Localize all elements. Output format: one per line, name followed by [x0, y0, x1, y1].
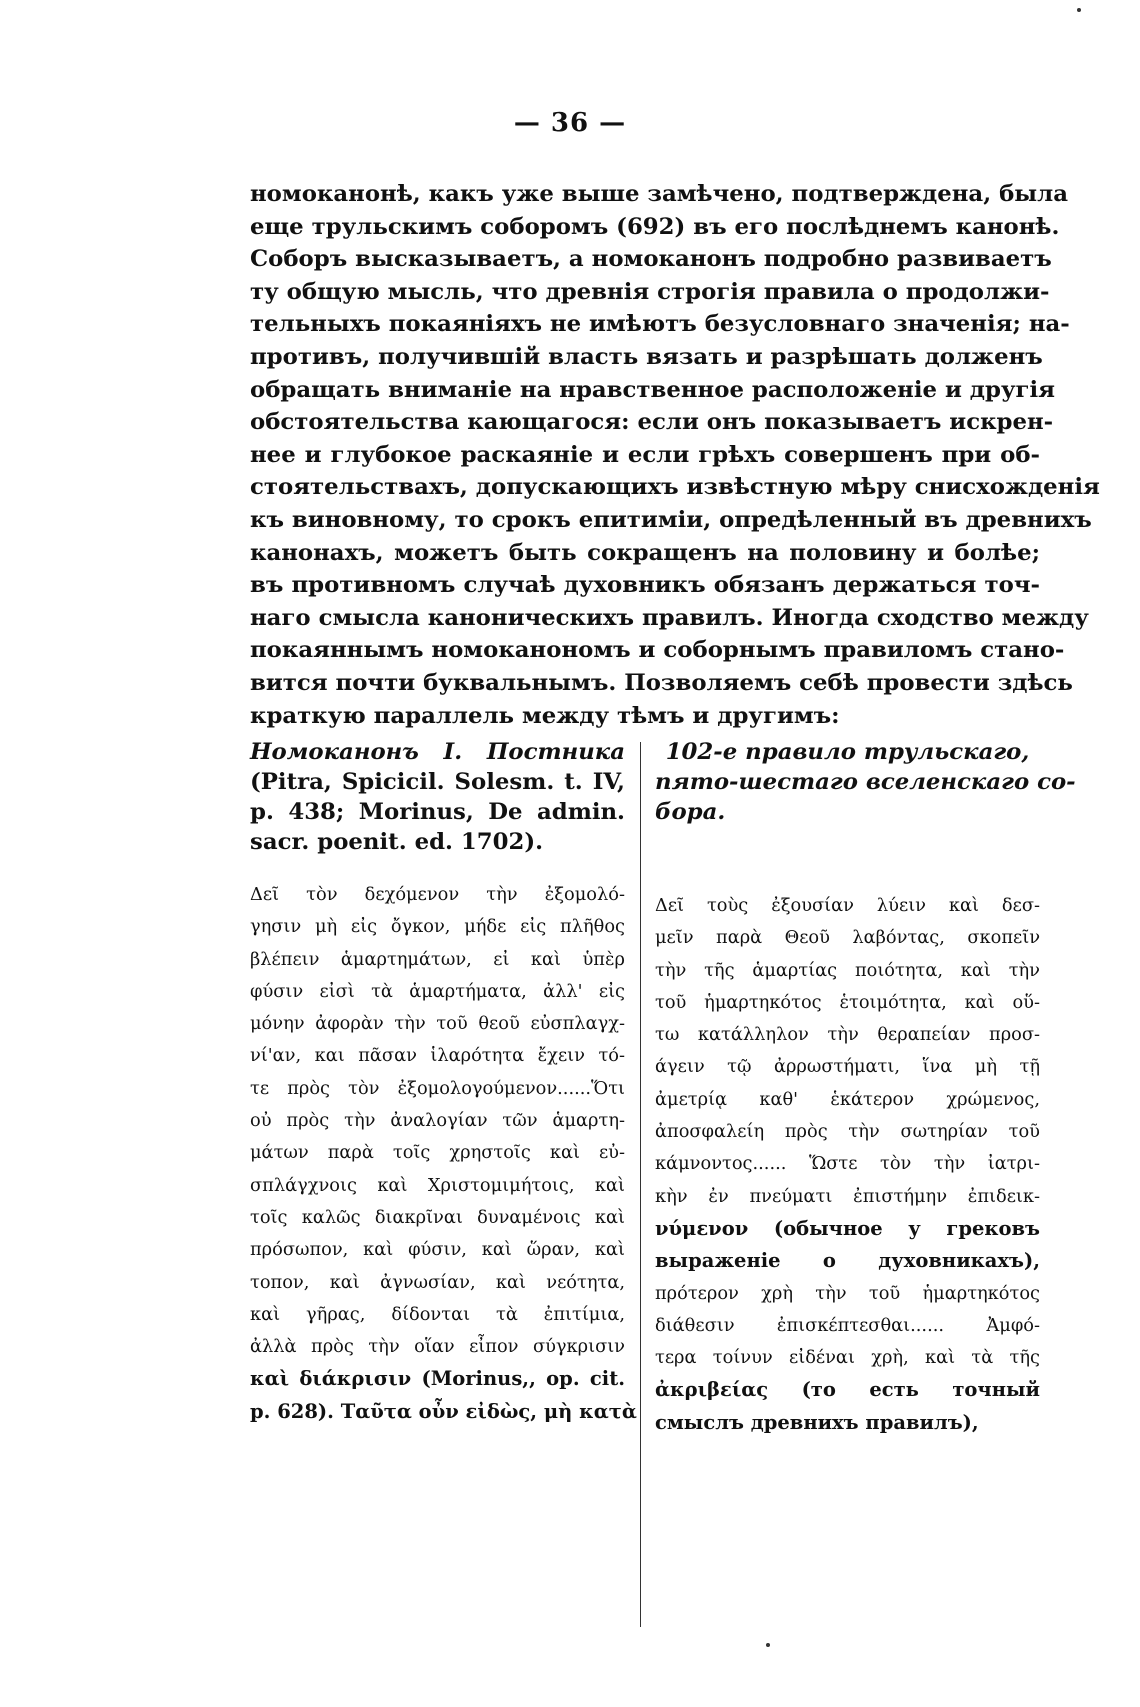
heading-line: бора. [655, 799, 726, 825]
heading-line: Номоканонъ I. Постника [250, 739, 625, 765]
greek-line: πρόσωπον, καὶ φύσιν, καὶ ὥραν, καὶ [250, 1239, 625, 1261]
paragraph-line: нее и глубокое раскаяніе и если грѣхъ совершенъ при об- [250, 441, 1040, 468]
greek-line: τε πρὸς τὸν ἐξομολογούμενον......Ὅτι [250, 1077, 625, 1099]
greek-line: μόνην ἀφορὰν τὴν τοῦ θεοῦ εὐσπλαγχ- [250, 1013, 625, 1035]
greek-line: Δεῖ τοὺς ἐξουσίαν λύειν καὶ δεσ- [655, 895, 1040, 916]
paragraph-line: покаяннымъ номоканономъ и соборнымъ правиломъ стано- [250, 637, 1065, 664]
heading-line: (Pitra, Spicicil. Solesm. t. IV, [250, 769, 625, 795]
page-number: — 36 — [513, 108, 627, 138]
paragraph-line: тельныхъ покаяніяхъ не имѣютъ безусловнаго значенія; на- [250, 311, 1070, 338]
left-column-greek-text [250, 879, 637, 1428]
greek-line: καὶ γῆρας, δίδονται τὰ ἐπιτίμια, [250, 1303, 625, 1325]
greek-line: τερα τοίνυν εἰδέναι χρὴ, καὶ τὰ τῆς [655, 1347, 1040, 1369]
greek-line: καὶ διάκρισιν (Morinus,, op. cit. [250, 1367, 625, 1391]
paragraph-line: обстоятельства кающагося: если онъ показываетъ искрен- [250, 409, 1054, 436]
paragraph-line: Соборъ высказываетъ, а номоканонъ подробно развиваетъ [250, 246, 1052, 273]
right-column-heading [655, 737, 1076, 827]
greek-line: ἀκριβείας (то есть точный [655, 1378, 1040, 1402]
greek-line: διάθεσιν ἐπισκέπτεσθαι...... Ἀμφό- [655, 1314, 1040, 1336]
greek-line: p. 628). Ταῦτα οὖν εἰδὼς, μὴ κατὰ [250, 1399, 637, 1423]
greek-line: μεῖν παρὰ Θεοῦ λαβόντας, σκοπεῖν [655, 927, 1040, 949]
paragraph-line: краткую параллель между тѣмъ и другимъ: [250, 702, 840, 729]
greek-line: τοῖς καλῶς διακρῖναι δυναμένοις καὶ [250, 1206, 625, 1228]
paragraph-line: наго смысла каноническихъ правилъ. Иногда сходство между [250, 604, 1089, 631]
paragraph-line: обращать вниманіе на нравственное расположеніе и другія [250, 376, 1056, 403]
greek-line: πρότερον χρὴ τὴν τοῦ ἡμαρτηκότος [655, 1282, 1040, 1304]
greek-line: κάμνοντος...... Ὥστε τὸν τὴν ἰατρι- [655, 1153, 1040, 1175]
greek-line: ἀποσφαλείη πρὸς τὴν σωτηρίαν τοῦ [655, 1121, 1040, 1143]
greek-line: τὴν τῆς ἁμαρτίας ποιότητα, καὶ τὴν [655, 959, 1040, 981]
greek-line: μάτων παρὰ τοῖς χρηστοῖς καὶ εὐ- [250, 1142, 625, 1164]
greek-line: οὐ πρὸς τὴν ἀναλογίαν τῶν ἁμαρτη- [250, 1110, 625, 1132]
paragraph-line: стоятельствахъ, допускающихъ извѣстную мѣру снисхожденія [250, 474, 1100, 501]
greek-line: смыслъ древнихъ правилъ), [655, 1410, 979, 1434]
heading-line: пято-шестаго вселенскаго со- [655, 769, 1076, 795]
greek-line: ἀλλὰ πρὸς τὴν οἵαν εἶπον σύγκρισιν [250, 1336, 625, 1358]
paragraph-line: къ виновному, то срокъ епитиміи, опредѣленный въ древнихъ [250, 506, 1092, 533]
column-divider [640, 742, 641, 1627]
paragraph-line: еще трульскимъ соборомъ (692) въ его послѣднемъ канонѣ. [250, 213, 1060, 240]
right-column-trullan-canon [655, 737, 1076, 1439]
right-column-greek-text [655, 890, 1040, 1439]
greek-line: φύσιν εἰσὶ τὰ ἁμαρτήματα, ἀλλ' εἰς [250, 980, 625, 1002]
greek-line: τοῦ ἡμαρτηκότος ἑτοιμότητα, καὶ οὕ- [655, 991, 1040, 1013]
greek-line: Δεῖ τὸν δεχόμενον τὴν ἐξομολό- [250, 884, 625, 905]
greek-line: γησιν μὴ εἰς ὄγκον, μήδε εἰς πλῆθος [250, 916, 625, 938]
heading-line: 102-е правило трульскаго, [665, 739, 1030, 765]
paragraph-line: номоканонѣ, какъ уже выше замѣчено, подтверждена, была [250, 181, 1068, 207]
paragraph-line: вится почти буквальнымъ. Позволяемъ себѣ провести здѣсь [250, 669, 1073, 696]
greek-line: σπλάγχνοις καὶ Χριστομιμήτοις, καὶ [250, 1174, 625, 1196]
paragraph-line: ту общую мысль, что древнія строгія правила о продолжи- [250, 278, 1050, 305]
heading-line: p. 438; Morinus, De admin. [250, 799, 625, 825]
greek-line: τοπον, καὶ ἀγνωσίαν, καὶ νεότητα, [250, 1271, 625, 1293]
paragraph-line: противъ, получившій власть вязать и разрѣшать долженъ [250, 343, 1043, 370]
greek-line: ἀμετρίᾳ καθ' ἑκάτερον χρώμενος, [655, 1088, 1040, 1110]
paragraph-line: канонахъ, можетъ быть сокращенъ на половину и болѣе; [250, 539, 1040, 566]
greek-line: τω κατάλληλον τὴν θεραπείαν προσ- [655, 1024, 1040, 1046]
heading-line: sacr. poenit. ed. 1702). [250, 829, 544, 855]
greek-line: выраженіе о духовникахъ), [655, 1249, 1040, 1273]
main-paragraph [250, 178, 1100, 732]
greek-line: κὴν ἐν πνεύματι ἐπιστήμην ἐπιδεικ- [655, 1185, 1040, 1207]
greek-line: άγειν τῷ ἀρρωστήματι, ἵνα μὴ τῇ [655, 1056, 1040, 1078]
greek-line: νί'αν, και πᾶσαν ἱλαρότητα ἔχειν τό- [250, 1045, 625, 1067]
greek-line: βλέπειν ἁμαρτημάτων, εἰ καὶ ὑπὲρ [250, 948, 625, 970]
paragraph-line: въ противномъ случаѣ духовникъ обязанъ держаться точ- [250, 572, 1040, 599]
print-speck [766, 1643, 770, 1647]
left-column-nomocanon [250, 737, 637, 1428]
left-column-heading [250, 737, 625, 857]
greek-line: νύμενον (обычное у грековъ [655, 1216, 1040, 1240]
print-speck [1077, 8, 1081, 12]
